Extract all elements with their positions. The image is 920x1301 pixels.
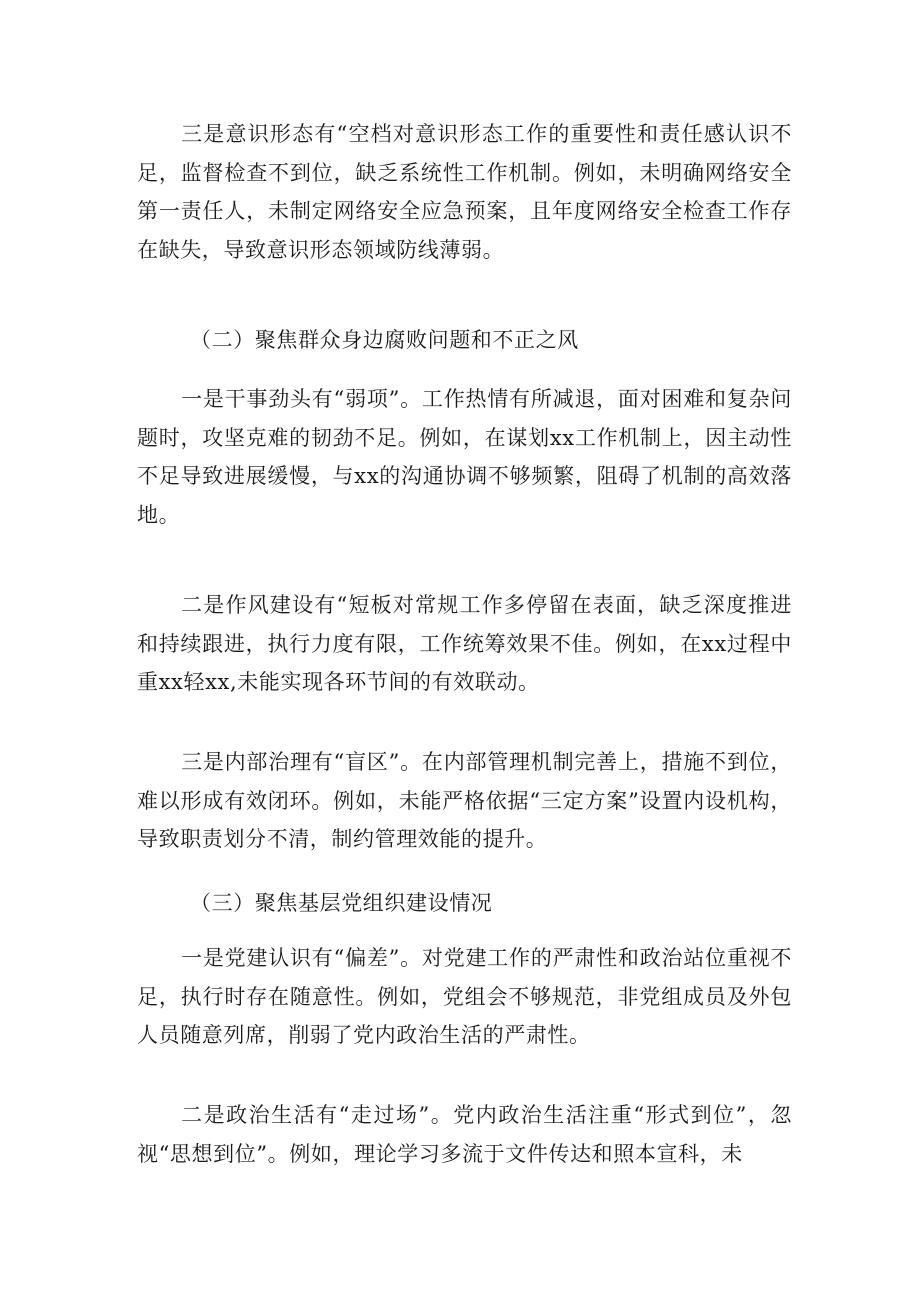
paragraph-political-life: 二是政治生活有“走过场”。党内政治生活注重“形式到位”，忽视“思想到位”。例如，理论学习多流于文件传达和照本宣科，未 <box>137 1103 792 1166</box>
paragraph-work-style: 二是作风建设有“短板对常规工作多停留在表面，缺乏深度推进和持续跟进，执行力度有限，工作统筹效果不佳。例如，在xx过程中重xx轻xx,未能实现各环节间的有效联动。 <box>137 593 792 694</box>
section-heading-3: （三）聚焦基层党组织建设情况 <box>190 891 493 915</box>
section-heading-2: （二）聚焦群众身边腐败问题和不正之风 <box>190 328 579 352</box>
paragraph-work-drive: 一是干事劲头有“弱项”。工作热情有所减退，面对困难和复杂问题时，攻坚克难的韧劲不足。例如，在谋划xx工作机制上，因主动性不足导致进展缓慢，与xx的沟通协调不够频繁，阻碍了机制的高效落地。 <box>137 387 792 527</box>
paragraph-party-building: 一是党建认识有“偏差”。对党建工作的严肃性和政治站位重视不足，执行时存在随意性。例如，党组会不够规范，非党组成员及外包人员随意列席，削弱了党内政治生活的严肃性。 <box>137 946 792 1047</box>
paragraph-ideology: 三是意识形态有“空档对意识形态工作的重要性和责任感认识不足，监督检查不到位，缺乏系统性工作机制。例如，未明确网络安全第一责任人，未制定网络安全应急预案，且年度网络安全检查工作存在缺失，导致意识形态领域防线薄弱。 <box>137 122 792 262</box>
paragraph-internal-governance: 三是内部治理有“盲区”。在内部管理机制完善上，措施不到位，难以形成有效闭环。例如，未能严格依据“三定方案”设置内设机构，导致职责划分不清，制约管理效能的提升。 <box>137 750 792 851</box>
